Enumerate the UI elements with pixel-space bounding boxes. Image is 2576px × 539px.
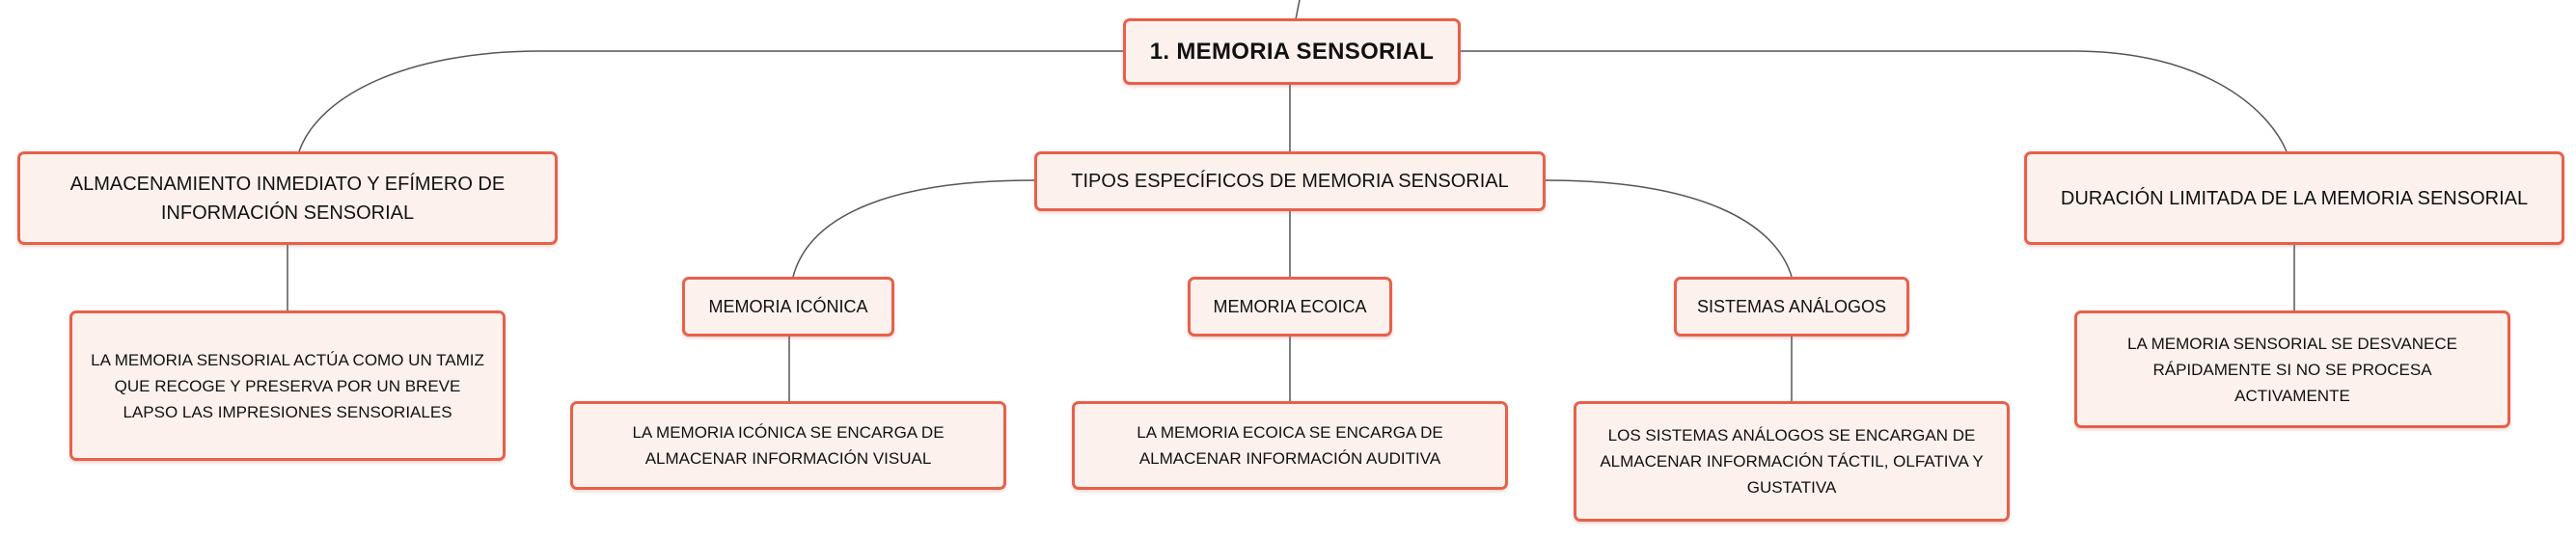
- connector-center-iconica: [793, 180, 1034, 277]
- detail-ecoica-text: LA MEMORIA ECOICA SE ENCARGA DE ALMACENAR INFORMACIÓN AUDITIVA: [1137, 423, 1443, 468]
- branch-left-label: ALMACENAMIENTO INMEDIATO Y EFÍMERO DE INFORMACIÓN SENSORIAL: [69, 173, 506, 224]
- connector-parent: [1296, 0, 1300, 19]
- detail-analogos-text: LOS SISTEMAS ANÁLOGOS SE ENCARGAN DE ALMACENAR INFORMACIÓN TÁCTIL, OLFATIVA Y GUSTATIVA: [1600, 426, 1984, 497]
- detail-ecoica-node[interactable]: [1072, 401, 1508, 490]
- branch-right-label: DURACIÓN LIMITADA DE LA MEMORIA SENSORIAL: [2060, 187, 2529, 209]
- branch-right-node[interactable]: [2024, 151, 2564, 245]
- detail-analogos-node[interactable]: [1574, 401, 2010, 522]
- type-iconica-node[interactable]: [682, 277, 894, 337]
- type-analogos-label: SISTEMAS ANÁLOGOS: [1696, 297, 1887, 316]
- type-analogos-node[interactable]: [1674, 277, 1909, 337]
- type-iconica-label: MEMORIA ICÓNICA: [708, 297, 868, 316]
- detail-iconica-text: LA MEMORIA ICÓNICA SE ENCARGA DE ALMACENAR INFORMACIÓN VISUAL: [632, 423, 945, 468]
- detail-right-node[interactable]: [2074, 310, 2510, 428]
- detail-right-text: LA MEMORIA SENSORIAL SE DESVANECE RÁPIDAMENTE SI NO SE PROCESA ACTIVAMENTE: [2127, 334, 2457, 405]
- detail-left-text: LA MEMORIA SENSORIAL ACTÚA COMO UN TAMIZ QUE RECOGE Y PRESERVA POR UN BREVE LAPSO LAS IMPRESIONES SENSORIALES: [91, 350, 484, 421]
- root-node[interactable]: [1123, 18, 1461, 85]
- root-label: 1. MEMORIA SENSORIAL: [1149, 38, 1435, 65]
- connector-root-left: [299, 51, 1123, 151]
- type-ecoica-label: MEMORIA ECOICA: [1213, 297, 1367, 316]
- branch-center-node[interactable]: [1034, 151, 1546, 211]
- detail-iconica-node[interactable]: [570, 401, 1006, 490]
- connector-root-right: [1461, 51, 2287, 151]
- type-ecoica-node[interactable]: [1188, 277, 1392, 337]
- detail-left-node[interactable]: [69, 310, 506, 461]
- connector-center-analogos: [1546, 180, 1792, 277]
- branch-center-label: TIPOS ESPECÍFICOS DE MEMORIA SENSORIAL: [1071, 171, 1509, 192]
- branch-left-node[interactable]: [17, 151, 558, 245]
